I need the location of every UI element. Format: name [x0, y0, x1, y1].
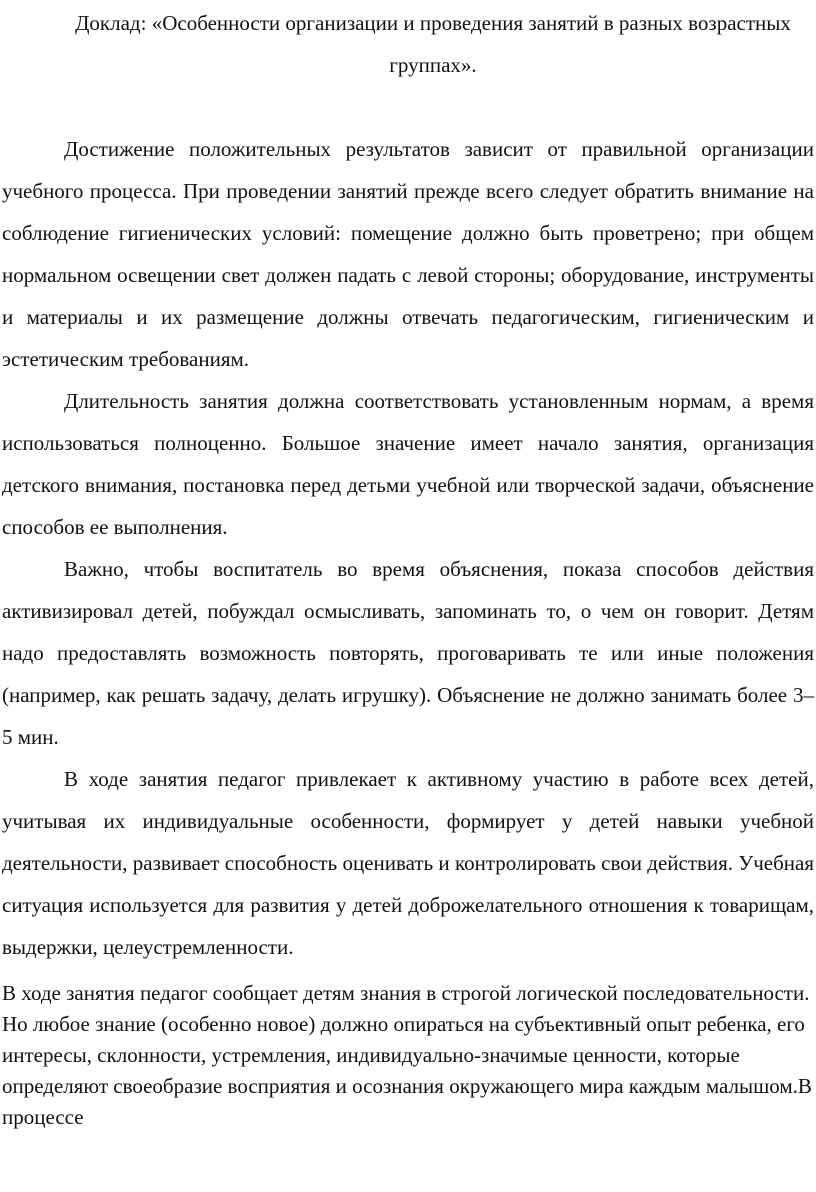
paragraph-3: Важно, чтобы воспитатель во время объяснения, показа способов действия активизировал детей, побуждал осмысливать, запоминать то, о чем он говорит. Детям надо предоставлять возможность повторять, проговаривать те или иные положения (например, как решать задачу, делать игрушку). Объяснение не должно занимать более 3–5 мин.: [2, 557, 814, 749]
paragraph-4: В ходе занятия педагог привлекает к активному участию в работе всех детей, учитывая их индивидуальные особенности, формирует у детей навыки учебной деятельности, развивает способность оценивать и контролировать свои действия. Учебная ситуация используется для развития у детей доброжелательного отношения к товарищам, выдержки, целеустремленности.: [2, 767, 814, 959]
paragraph-5: В ходе занятия педагог сообщает детям знания в строгой логической последовательности. Но любое знание (особенно новое) должно опираться на субъективный опыт ребенка, его интересы, склонности, устремления, индивидуально-значимые ценности, которые определяют своеобразие восприятия и осознания окружающего мира каждым малышом.В процессе: [2, 981, 812, 1129]
paragraph-2: Длительность занятия должна соответствовать установленным нормам, а время использоваться полноценно. Большое значение имеет начало занятия, организация детского внимания, постановка перед детьми учебной или творческой задачи, объяснение способов ее выполнения.: [2, 389, 814, 539]
paragraph-1: Достижение положительных результатов зависит от правильной организации учебного процесса. При проведении занятий прежде всего следует обратить внимание на соблюдение гигиенических условий: помещение должно быть проветрено; при общем нормальном освещении свет должен падать с левой стороны; оборудование, инструменты и материалы и их размещение должны отвечать педагогическим, гигиеническим и эстетическим требованиям.: [2, 137, 814, 371]
document-title: Доклад: «Особенности организации и проведения занятий в разных возрастных группах».: [75, 11, 791, 77]
title-spacer: [2, 86, 814, 128]
